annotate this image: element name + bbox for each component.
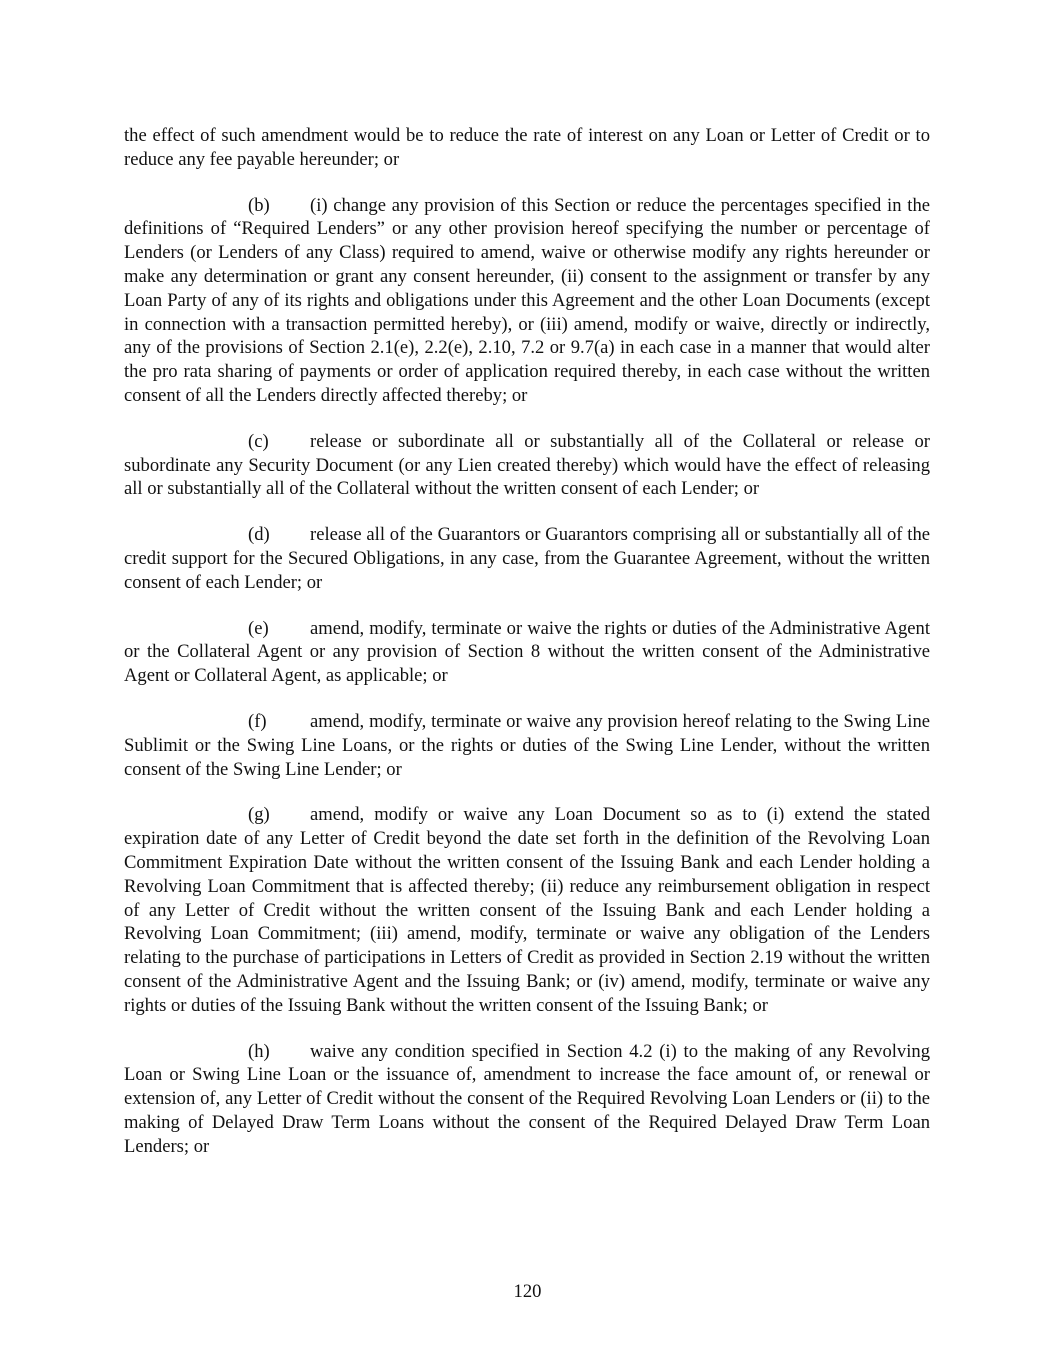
clause-d-text: release all of the Guarantors or Guarantors comprising all or substantially all of the credit support for the Secured Obligations, in any case, from the Guarantee Agreement, without the written consent of each Lender; or <box>124 524 930 593</box>
clause-f <box>124 710 930 781</box>
clause-d <box>124 523 930 594</box>
clause-b <box>124 194 930 408</box>
page-number: 120 <box>513 1281 542 1302</box>
clause-h-marker: (h) <box>248 1040 270 1062</box>
clause-g <box>124 803 930 1017</box>
clause-c-marker: (c) <box>248 430 269 452</box>
document-page <box>124 124 930 1158</box>
clause-e-text: amend, modify, terminate or waive the rights or duties of the Administrative Agent or the Collateral Agent or any provision of Section 8 without the written consent of the Administrative Agent or Collateral Agent, as applicable; or <box>124 617 930 687</box>
clause-d-marker: (d) <box>248 524 270 546</box>
clause-e <box>124 617 930 688</box>
clause-h <box>124 1040 930 1159</box>
clause-b-text: (i) change any provision of this Section or reduce the percentages specified in the definitions of “Required Lenders” or any other provision hereof specifying the number or percentage of Lenders (or Lenders of any Class) required to amend, waive or otherwise modify any rights hereunder or make any determination or grant any consent hereunder, (ii) consent to the assignment or transfer by any Loan Party of any of its rights and obligations under this Agreement and the other Loan Documents (except in connection with a transaction permitted hereby), or (iii) amend, modify or waive, directly or indirectly, any of the provisions of Section 2.1(e), 2.2(e), 2.10, 7.2 or 9.7(a) in each case in a manner that would alter the pro rata sharing of payments or order of application required thereby, in each case without the written consent of all the Lenders directly affected thereby; or <box>124 194 930 406</box>
clause-g-marker: (g) <box>248 804 270 826</box>
clause-h-text: waive any condition specified in Section 4.2 (i) to the making of any Revolving Loan or Swing Line Loan or the issuance of, amendment to increase the face amount of, or renewal or extension of, any Letter of Credit without the consent of the Required Revolving Loan Lenders or (ii) to the making of Delayed Draw Term Loans without the consent of the Required Delayed Draw Term Loan Lenders; or <box>124 1040 930 1157</box>
clause-c <box>124 430 930 501</box>
clause-g-text: amend, modify or waive any Loan Document so as to (i) extend the stated expiration date of any Letter of Credit beyond the date set forth in the definition of the Revolving Loan Commitment Expiration Date without the written consent of the Issuing Bank and each Lender holding a Revolving Loan Commitment that is affected thereby; (ii) reduce any reimbursement obligation in respect of any Letter of Credit without the written consent of the Issuing Bank and each Lender holding a Revolving Loan Commitment; (iii) amend, modify, terminate or waive any obligation of the Lenders relating to the purchase of participations in Letters of Credit as provided in Section 2.19 without the written consent of the Administrative Agent and the Issuing Bank; or (iv) amend, modify, terminate or waive any rights or duties of the Issuing Bank without the written consent of the Issuing Bank; or <box>124 804 930 1016</box>
clause-b-marker: (b) <box>248 194 270 216</box>
clause-f-marker: (f) <box>248 710 267 732</box>
clause-c-text: release or subordinate all or substantially all of the Collateral or release or subordinate any Security Document (or any Lien created thereby) which would have the effect of releasing all or substantially all of the Collateral without the written consent of each Lender; or <box>124 430 930 500</box>
clause-e-marker: (e) <box>248 617 269 639</box>
clause-f-text: amend, modify, terminate or waive any provision hereof relating to the Swing Line Sublimit or the Swing Line Loans, or the rights or duties of the Swing Line Lender, without the written consent of the Swing Line Lender; or <box>124 710 930 780</box>
paragraph-intro: the effect of such amendment would be to reduce the rate of interest on any Loan or Letter of Credit or to reduce any fee payable hereunder; or <box>124 125 930 170</box>
